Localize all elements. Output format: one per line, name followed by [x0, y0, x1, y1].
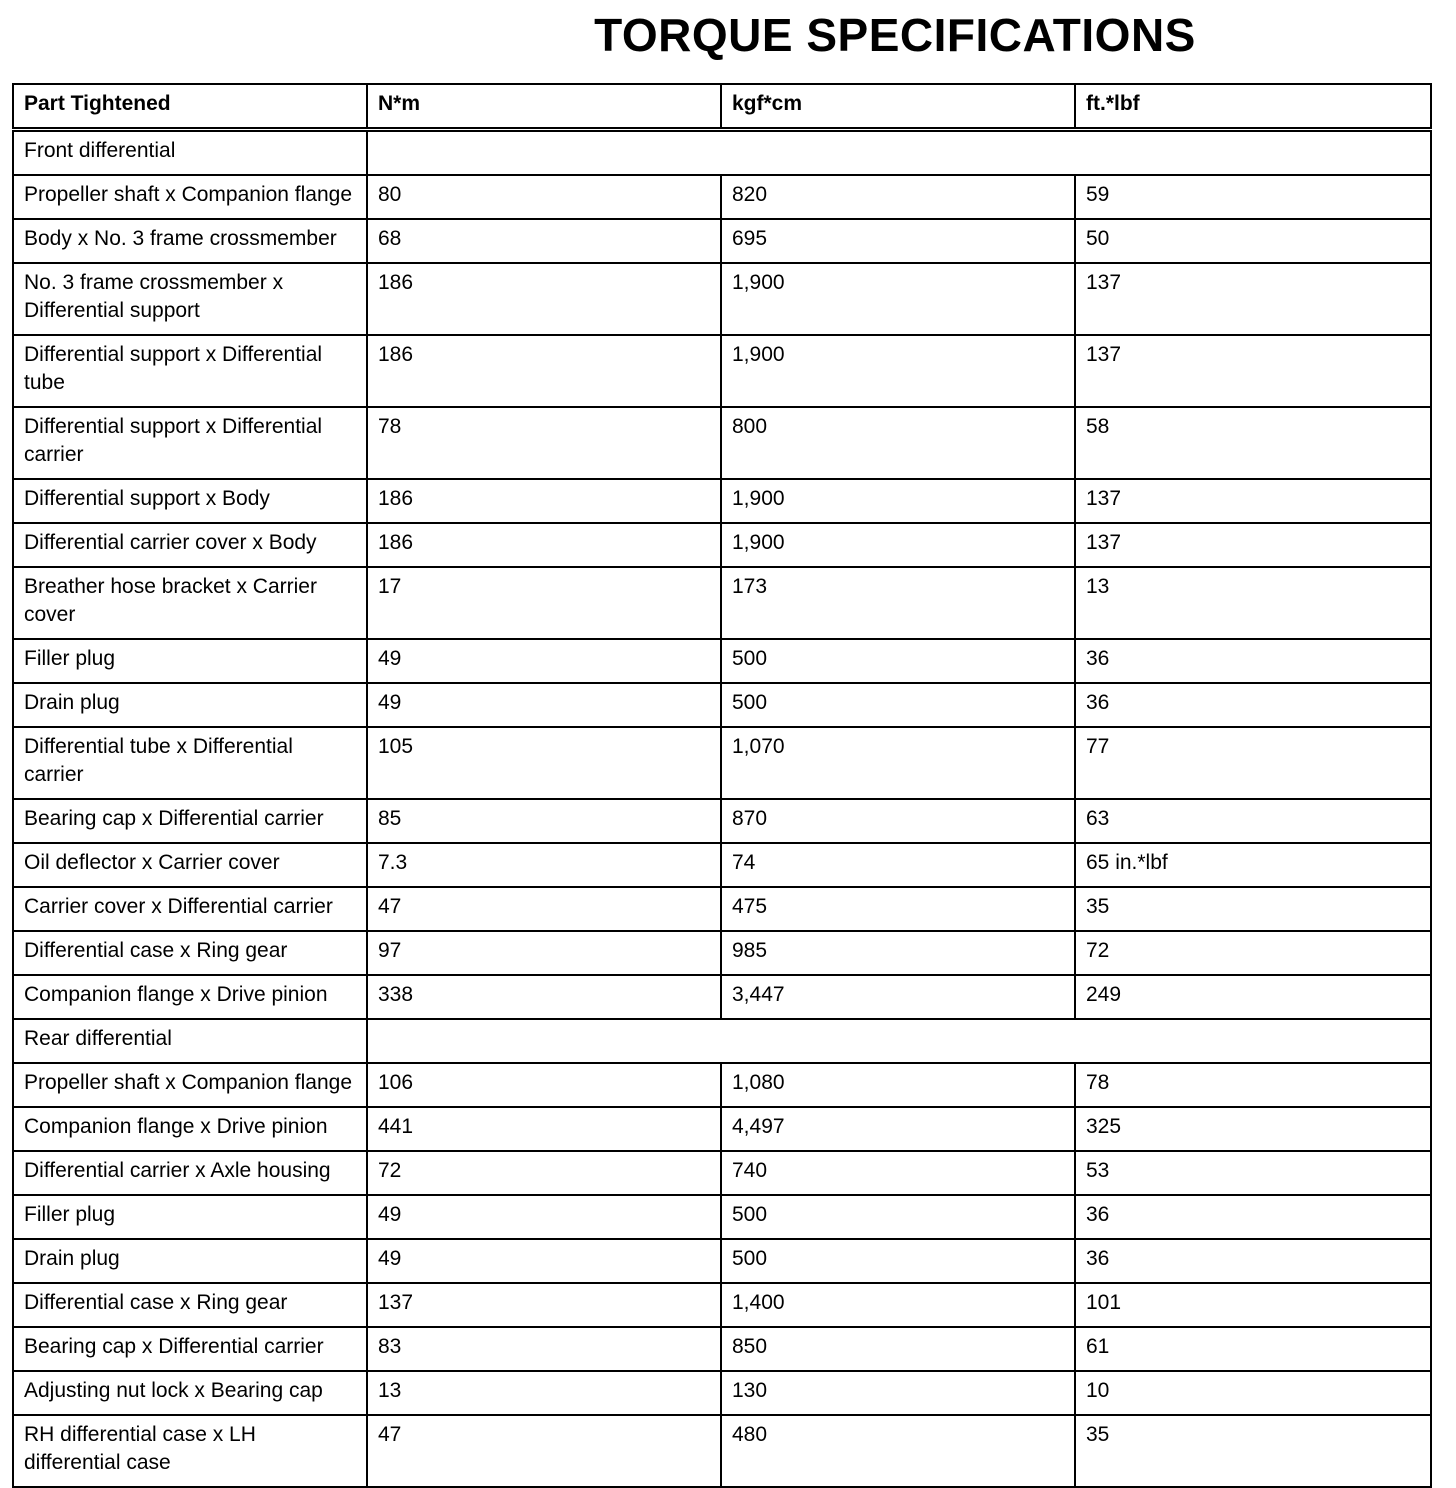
part-tightened-cell: Drain plug — [13, 683, 367, 727]
newton-meters-cell: 47 — [367, 887, 721, 931]
newton-meters-cell: 49 — [367, 1239, 721, 1283]
ft-lbf-cell: 50 — [1075, 219, 1431, 263]
part-tightened-cell: Filler plug — [13, 1195, 367, 1239]
section-label: Front differential — [13, 130, 367, 176]
part-tightened-cell: Filler plug — [13, 639, 367, 683]
kgf-cm-cell: 1,080 — [721, 1063, 1075, 1107]
newton-meters-cell: 441 — [367, 1107, 721, 1151]
kgf-cm-cell: 1,070 — [721, 727, 1075, 799]
part-tightened-cell: Differential carrier x Axle housing — [13, 1151, 367, 1195]
kgf-cm-cell: 475 — [721, 887, 1075, 931]
ft-lbf-cell: 249 — [1075, 975, 1431, 1019]
table-body — [13, 130, 1431, 1488]
ft-lbf-cell: 137 — [1075, 479, 1431, 523]
section-spacer-cell — [367, 130, 1431, 176]
part-tightened-cell: Adjusting nut lock x Bearing cap — [13, 1371, 367, 1415]
part-tightened-cell: Differential case x Ring gear — [13, 931, 367, 975]
table-row — [13, 479, 1431, 523]
newton-meters-cell: 137 — [367, 1283, 721, 1327]
ft-lbf-cell: 59 — [1075, 175, 1431, 219]
table-row — [13, 1107, 1431, 1151]
ft-lbf-cell: 137 — [1075, 263, 1431, 335]
kgf-cm-cell: 695 — [721, 219, 1075, 263]
part-tightened-cell: RH differential case x LH differential case — [13, 1415, 367, 1487]
ft-lbf-cell: 77 — [1075, 727, 1431, 799]
part-tightened-cell: Companion flange x Drive pinion — [13, 1107, 367, 1151]
ft-lbf-cell: 36 — [1075, 1239, 1431, 1283]
ft-lbf-cell: 10 — [1075, 1371, 1431, 1415]
part-tightened-cell: Propeller shaft x Companion flange — [13, 175, 367, 219]
kgf-cm-cell: 3,447 — [721, 975, 1075, 1019]
table-row — [13, 263, 1431, 335]
kgf-cm-cell: 870 — [721, 799, 1075, 843]
newton-meters-cell: 7.3 — [367, 843, 721, 887]
newton-meters-cell: 49 — [367, 1195, 721, 1239]
newton-meters-cell: 186 — [367, 263, 721, 335]
kgf-cm-cell: 1,900 — [721, 263, 1075, 335]
newton-meters-cell: 186 — [367, 523, 721, 567]
table-row — [13, 1283, 1431, 1327]
kgf-cm-cell: 1,900 — [721, 479, 1075, 523]
table-row — [13, 1327, 1431, 1371]
table-row — [13, 567, 1431, 639]
section-spacer-cell — [367, 1019, 1431, 1063]
kgf-cm-cell: 130 — [721, 1371, 1075, 1415]
table-row — [13, 1371, 1431, 1415]
page-title: TORQUE SPECIFICATIONS — [594, 9, 1196, 61]
table-row — [13, 843, 1431, 887]
header-row — [13, 84, 1431, 130]
kgf-cm-cell: 173 — [721, 567, 1075, 639]
ft-lbf-cell: 58 — [1075, 407, 1431, 479]
kgf-cm-cell: 1,400 — [721, 1283, 1075, 1327]
ft-lbf-cell: 61 — [1075, 1327, 1431, 1371]
newton-meters-cell: 49 — [367, 683, 721, 727]
kgf-cm-cell: 74 — [721, 843, 1075, 887]
ft-lbf-cell: 13 — [1075, 567, 1431, 639]
part-tightened-cell: Propeller shaft x Companion flange — [13, 1063, 367, 1107]
part-tightened-cell: Differential tube x Differential carrier — [13, 727, 367, 799]
newton-meters-cell: 106 — [367, 1063, 721, 1107]
newton-meters-cell: 80 — [367, 175, 721, 219]
table-row — [13, 799, 1431, 843]
header-part-tightened: Part Tightened — [13, 84, 367, 130]
kgf-cm-cell: 500 — [721, 1195, 1075, 1239]
ft-lbf-cell: 72 — [1075, 931, 1431, 975]
table-row — [13, 175, 1431, 219]
part-tightened-cell: Differential carrier cover x Body — [13, 523, 367, 567]
ft-lbf-cell: 36 — [1075, 683, 1431, 727]
kgf-cm-cell: 1,900 — [721, 523, 1075, 567]
ft-lbf-cell: 137 — [1075, 523, 1431, 567]
table-row — [13, 1151, 1431, 1195]
kgf-cm-cell: 800 — [721, 407, 1075, 479]
table-row — [13, 1415, 1431, 1487]
part-tightened-cell: Drain plug — [13, 1239, 367, 1283]
newton-meters-cell: 13 — [367, 1371, 721, 1415]
table-row — [13, 219, 1431, 263]
newton-meters-cell: 47 — [367, 1415, 721, 1487]
table-row — [13, 727, 1431, 799]
newton-meters-cell: 186 — [367, 335, 721, 407]
torque-spec-table — [12, 83, 1432, 1488]
table-row — [13, 931, 1431, 975]
kgf-cm-cell: 820 — [721, 175, 1075, 219]
part-tightened-cell: Body x No. 3 frame crossmember — [13, 219, 367, 263]
ft-lbf-cell: 35 — [1075, 1415, 1431, 1487]
part-tightened-cell: Carrier cover x Differential carrier — [13, 887, 367, 931]
table-row — [13, 975, 1431, 1019]
newton-meters-cell: 78 — [367, 407, 721, 479]
table-row — [13, 1195, 1431, 1239]
section-row — [13, 130, 1431, 176]
table-row — [13, 639, 1431, 683]
part-tightened-cell: Bearing cap x Differential carrier — [13, 799, 367, 843]
part-tightened-cell: No. 3 frame crossmember x Differential support — [13, 263, 367, 335]
section-label: Rear differential — [13, 1019, 367, 1063]
newton-meters-cell: 105 — [367, 727, 721, 799]
section-row — [13, 1019, 1431, 1063]
newton-meters-cell: 72 — [367, 1151, 721, 1195]
part-tightened-cell: Bearing cap x Differential carrier — [13, 1327, 367, 1371]
kgf-cm-cell: 4,497 — [721, 1107, 1075, 1151]
part-tightened-cell: Differential support x Differential carrier — [13, 407, 367, 479]
kgf-cm-cell: 985 — [721, 931, 1075, 975]
part-tightened-cell: Oil deflector x Carrier cover — [13, 843, 367, 887]
newton-meters-cell: 49 — [367, 639, 721, 683]
newton-meters-cell: 17 — [367, 567, 721, 639]
kgf-cm-cell: 500 — [721, 639, 1075, 683]
ft-lbf-cell: 325 — [1075, 1107, 1431, 1151]
part-tightened-cell: Companion flange x Drive pinion — [13, 975, 367, 1019]
table-row — [13, 407, 1431, 479]
newton-meters-cell: 186 — [367, 479, 721, 523]
table-row — [13, 1063, 1431, 1107]
header-newton-meters: N*m — [367, 84, 721, 130]
ft-lbf-cell: 65 in.*lbf — [1075, 843, 1431, 887]
table-row — [13, 683, 1431, 727]
ft-lbf-cell: 36 — [1075, 639, 1431, 683]
ft-lbf-cell: 63 — [1075, 799, 1431, 843]
ft-lbf-cell: 137 — [1075, 335, 1431, 407]
table-row — [13, 1239, 1431, 1283]
ft-lbf-cell: 101 — [1075, 1283, 1431, 1327]
part-tightened-cell: Differential case x Ring gear — [13, 1283, 367, 1327]
kgf-cm-cell: 500 — [721, 683, 1075, 727]
ft-lbf-cell: 35 — [1075, 887, 1431, 931]
kgf-cm-cell: 1,900 — [721, 335, 1075, 407]
part-tightened-cell: Differential support x Differential tube — [13, 335, 367, 407]
kgf-cm-cell: 480 — [721, 1415, 1075, 1487]
newton-meters-cell: 338 — [367, 975, 721, 1019]
part-tightened-cell: Differential support x Body — [13, 479, 367, 523]
newton-meters-cell: 85 — [367, 799, 721, 843]
kgf-cm-cell: 500 — [721, 1239, 1075, 1283]
table-row — [13, 335, 1431, 407]
header-ft-lbf: ft.*lbf — [1075, 84, 1431, 130]
table-row — [13, 887, 1431, 931]
newton-meters-cell: 68 — [367, 219, 721, 263]
ft-lbf-cell: 78 — [1075, 1063, 1431, 1107]
newton-meters-cell: 97 — [367, 931, 721, 975]
header-kgf-cm: kgf*cm — [721, 84, 1075, 130]
part-tightened-cell: Breather hose bracket x Carrier cover — [13, 567, 367, 639]
kgf-cm-cell: 850 — [721, 1327, 1075, 1371]
ft-lbf-cell: 36 — [1075, 1195, 1431, 1239]
table-row — [13, 523, 1431, 567]
kgf-cm-cell: 740 — [721, 1151, 1075, 1195]
ft-lbf-cell: 53 — [1075, 1151, 1431, 1195]
newton-meters-cell: 83 — [367, 1327, 721, 1371]
